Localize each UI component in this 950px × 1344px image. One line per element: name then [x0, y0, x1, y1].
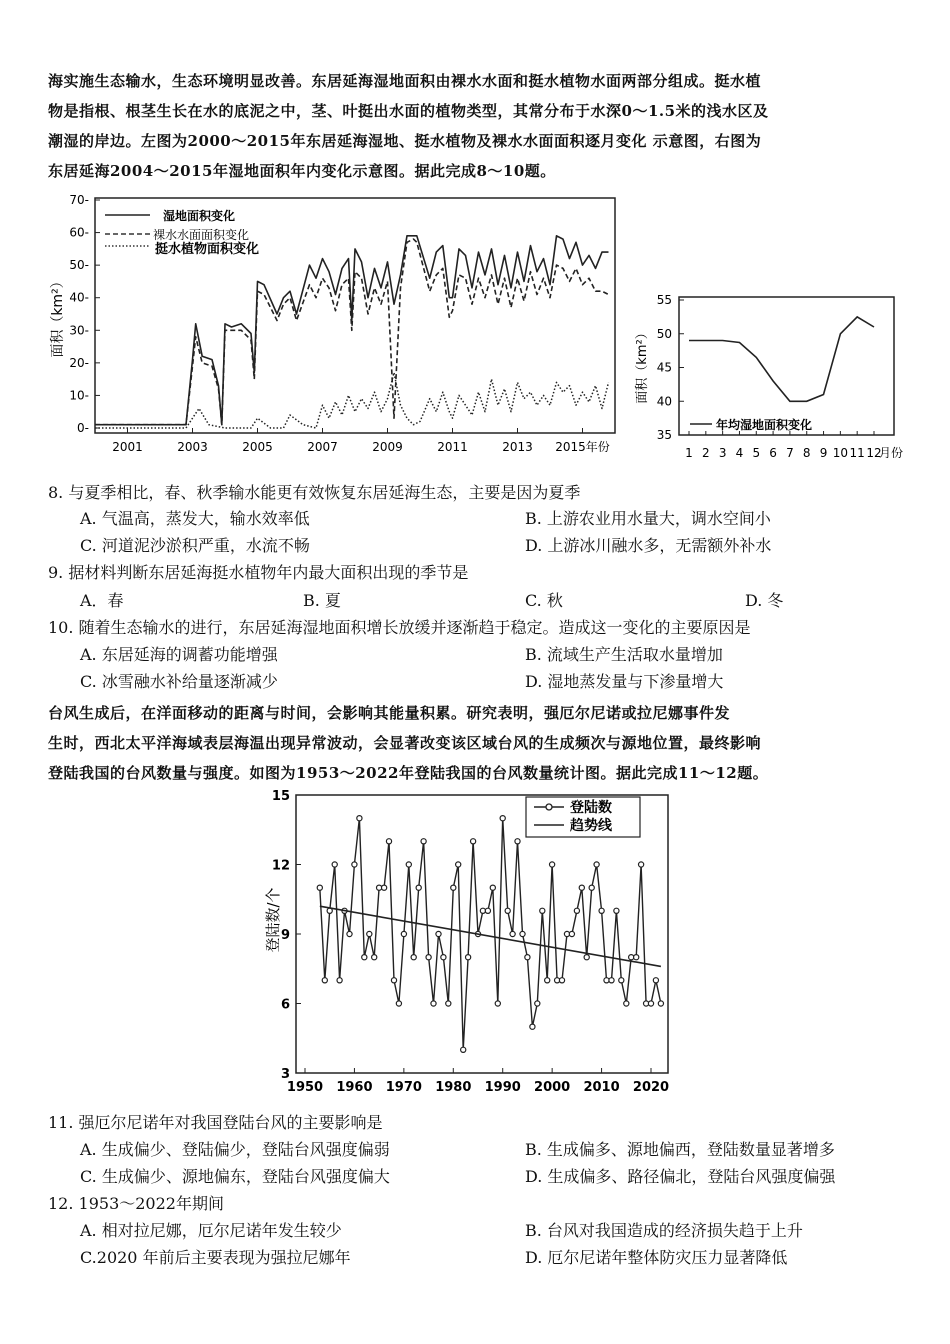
x-tick-label: 2009 [372, 440, 403, 454]
question-10: 10. 随着生态输水的进行，东居延海湿地面积增长放缓并逐渐趋于稳定。造成这一变化的主要原因是 [48, 618, 751, 637]
x-tick-label: 2013 [502, 440, 533, 454]
y-tick-label: 6 [280, 997, 290, 1013]
y-tick-label: 9 [280, 928, 290, 943]
landfall-point [594, 862, 599, 867]
landfall-point [362, 955, 367, 960]
y-tick-label: 0- [77, 421, 89, 435]
landfall-point [658, 1001, 663, 1006]
landfall-point [382, 885, 387, 890]
q11-option-a[interactable]: A. 生成偏少、登陆偏少，登陆台风强度偏弱 [80, 1140, 390, 1159]
landfall-point [510, 931, 515, 936]
legend-label: 趋势线 [570, 818, 612, 834]
y-axis-label: 面积（km²） [50, 274, 66, 358]
landfall-point [495, 1001, 500, 1006]
y-tick-label: 40 [656, 394, 672, 409]
x-tick-label: 3 [718, 446, 727, 460]
legend-label: 登陆数 [570, 800, 612, 816]
intro2-line: 台风生成后，在洋面移动的距离与时间，会影响其能量积累。研究表明，强厄尔尼诺或拉尼娜事件发 [48, 704, 731, 722]
landfall-point [485, 908, 490, 913]
landfall-point [372, 955, 377, 960]
landfall-point [574, 908, 579, 913]
intro-paragraph-2 [48, 698, 908, 788]
landfall-point [352, 862, 357, 867]
y-tick-label: 20- [69, 355, 89, 370]
q9-option-c[interactable]: C. 秋 [525, 591, 563, 610]
intro2-line: 生时，西北太平洋海域表层海温出现异常波动，会显著改变该区域台风的生成频次与源地位置，最终影响 [48, 734, 762, 752]
intro1-line: 潮湿的岸边。左图为2000～2015年东居延海湿地、挺水植物及裸水水面面积逐月变化 示意图，右图为 [48, 132, 762, 150]
landfall-point [471, 839, 476, 844]
landfall-point [461, 1047, 466, 1052]
intro2-line: 登陆我国的台风数量与强度。如图为1953～2022年登陆我国的台风数量统计图。据此完成11～12题。 [48, 764, 769, 782]
landfall-point [535, 1001, 540, 1006]
q9-option-d[interactable]: D. 冬 [745, 591, 784, 610]
x-tick-label: 8 [802, 446, 811, 460]
y-tick-label: 30- [69, 323, 89, 338]
landfall-point [579, 885, 584, 890]
q12-option-b[interactable]: B. 台风对我国造成的经济损失趋于上升 [525, 1221, 803, 1240]
x-tick-label: 2005 [242, 440, 273, 454]
series-line-dashed [95, 239, 609, 425]
monthly-wetland-chart [632, 285, 904, 465]
y-tick-label: 10- [69, 388, 89, 403]
x-tick-label: 9 [819, 446, 828, 460]
wetland-area-chart [50, 188, 625, 463]
x-tick-label: 7 [786, 446, 794, 460]
x-tick-label: 1980 [435, 1080, 472, 1095]
y-tick-label: 40- [69, 290, 89, 305]
landfall-point [406, 862, 411, 867]
landfall-point [322, 978, 327, 983]
q8-option-c[interactable]: C. 河道泥沙淤积严重，水流不畅 [80, 536, 310, 555]
y-axis-label: 面积（km²） [635, 326, 650, 404]
landfall-point [441, 955, 446, 960]
x-tick-label: 6 [769, 446, 777, 460]
q12-option-d[interactable]: D. 厄尔尼诺年整体防灾压力显著降低 [525, 1248, 788, 1267]
landfall-point [386, 839, 391, 844]
landfall-point [530, 1024, 535, 1029]
x-tick-label: 2015年份 [555, 440, 610, 454]
y-tick-label: 60- [69, 225, 89, 240]
x-tick-label: 2001 [112, 440, 143, 454]
y-tick-label: 3 [280, 1067, 290, 1082]
x-tick-label: 1990 [484, 1080, 521, 1095]
x-tick-label: 2000 [534, 1080, 571, 1095]
landfall-point [505, 908, 510, 913]
landfall-point [391, 978, 396, 983]
landfall-point [639, 862, 644, 867]
series-line-dotted [95, 373, 609, 428]
landfall-point [520, 931, 525, 936]
landfall-point [446, 1001, 451, 1006]
y-axis-label: 登陆数/个 [264, 887, 282, 953]
landfall-point [317, 885, 322, 890]
landfall-point [337, 978, 342, 983]
legend-label: 裸水水面面积变化 [153, 228, 250, 242]
series-line [689, 317, 874, 401]
q8-option-a[interactable]: A. 气温高，蒸发大，输水效率低 [80, 509, 310, 528]
x-tick-label: 5 [752, 446, 761, 460]
q11-option-c[interactable]: C. 生成偏少、源地偏东，登陆台风强度偏大 [80, 1167, 390, 1186]
landfall-point [332, 862, 337, 867]
landfall-point [490, 885, 495, 890]
q9-option-b[interactable]: B. 夏 [303, 591, 341, 610]
y-tick-label: 50- [69, 258, 89, 273]
landfall-point [500, 816, 505, 821]
legend [690, 417, 812, 432]
landfall-point [545, 978, 550, 983]
x-tick-label: 2020 [632, 1080, 670, 1095]
q10-option-b[interactable]: B. 流域生产生活取水量增加 [525, 645, 723, 664]
landfall-point [614, 908, 619, 913]
y-tick-label: 12 [271, 858, 290, 874]
landfall-point [634, 955, 639, 960]
x-tick-label: 1950 [286, 1080, 324, 1095]
y-tick-label: 70- [69, 193, 89, 207]
plot-frame [679, 297, 894, 435]
legend [105, 208, 259, 257]
q9-option-a[interactable]: A．春 [80, 591, 124, 610]
q11-option-b[interactable]: B. 生成偏多、源地偏西，登陆数量显著增多 [525, 1140, 835, 1159]
landfall-point [357, 816, 362, 821]
x-tick-label: 2003 [177, 440, 208, 454]
x-tick-label: 2 [701, 446, 710, 460]
landfall-point [540, 908, 545, 913]
landfall-point [569, 931, 574, 936]
legend-label: 挺水植物面积变化 [155, 242, 260, 257]
landfall-point [421, 839, 426, 844]
question-8: 8. 与夏季相比，春、秋季输水能更有效恢复东居延海生态，主要是因为夏季 [48, 483, 581, 502]
q12-option-c[interactable]: C.2020 年前后主要表现为强拉尼娜年 [80, 1248, 351, 1267]
landfall-point [416, 885, 421, 890]
y-tick-label: 15 [271, 789, 290, 804]
y-tick-label: 45 [656, 360, 672, 375]
landfall-point [515, 839, 520, 844]
legend-marker [546, 804, 552, 810]
landfall-point [456, 862, 461, 867]
landfall-point [436, 931, 441, 936]
landfall-point [624, 1001, 629, 1006]
question-12: 12. 1953～2022年期间 [48, 1194, 224, 1213]
q8-option-d[interactable]: D. 上游冰川融水多，无需额外补水 [525, 536, 772, 555]
landfall-point [431, 1001, 436, 1006]
q8-option-b[interactable]: B. 上游农业用水量大，调水空间小 [525, 509, 771, 528]
question-9: 9. 据材料判断东居延海挺水植物年内最大面积出现的季节是 [48, 563, 469, 582]
landfall-point [466, 955, 471, 960]
q12-option-a[interactable]: A. 相对拉尼娜，厄尔尼诺年发生较少 [80, 1221, 342, 1240]
landfall-point [367, 931, 372, 936]
intro-paragraph-1 [48, 66, 908, 186]
landfall-point [584, 955, 589, 960]
x-tick-label: 1 [685, 446, 693, 460]
legend-label: 年均湿地面积变化 [716, 418, 813, 432]
x-tick-label: 12 [866, 446, 882, 460]
x-tick-label: 2010 [583, 1080, 620, 1095]
intro1-line: 海实施生态输水，生态环境明显改善。东居延海湿地面积由裸水水面和挺水植物水面两部分组成。挺水植 [48, 72, 762, 90]
landfall-point [589, 885, 594, 890]
landfall-point [648, 1001, 653, 1006]
landfall-point [525, 955, 530, 960]
x-tick-label: 2007 [307, 440, 338, 454]
landfall-point [599, 908, 604, 913]
landfall-point [609, 978, 614, 983]
landfall-point [347, 931, 352, 936]
x-axis-label: 月份 [879, 446, 904, 460]
landfall-point [619, 978, 624, 983]
q10-option-c[interactable]: C. 冰雪融水补给量逐渐减少 [80, 672, 278, 691]
landfall-point [451, 885, 456, 890]
x-tick-label: 1960 [336, 1080, 373, 1095]
q10-option-d[interactable]: D. 湿地蒸发量与下渗量增大 [525, 672, 724, 691]
landfall-point [426, 955, 431, 960]
landfall-point [401, 931, 406, 936]
x-tick-label: 1970 [385, 1080, 422, 1095]
intro1-line: 东居延海2004～2015年湿地面积年内变化示意图。据此完成8～10题。 [48, 162, 556, 180]
legend-label: 湿地面积变化 [163, 209, 236, 223]
question-11: 11. 强厄尔尼诺年对我国登陆台风的主要影响是 [48, 1113, 383, 1132]
x-tick-label: 11 [849, 446, 865, 460]
x-tick-label: 2011 [437, 440, 468, 454]
x-tick-label: 4 [735, 446, 744, 460]
landfall-point [550, 862, 555, 867]
landfall-point [411, 955, 416, 960]
landfall-point [653, 978, 658, 983]
legend [526, 797, 640, 837]
q11-option-d[interactable]: D. 生成偏多、路径偏北，登陆台风强度偏强 [525, 1167, 836, 1186]
y-tick-label: 35 [656, 428, 672, 442]
landfall-point [396, 1001, 401, 1006]
x-tick-label: 10 [832, 446, 849, 460]
y-tick-label: 55 [656, 293, 672, 307]
q10-option-a[interactable]: A. 东居延海的调蓄功能增强 [80, 645, 278, 664]
intro1-line: 物是指根、根茎生长在水的底泥之中，茎、叶挺出水面的植物类型，其常分布于水深0～1.5米的浅水区及 [48, 102, 769, 120]
y-tick-label: 50 [656, 326, 672, 341]
typhoon-landfall-chart [258, 785, 678, 1100]
landfall-point [559, 978, 564, 983]
